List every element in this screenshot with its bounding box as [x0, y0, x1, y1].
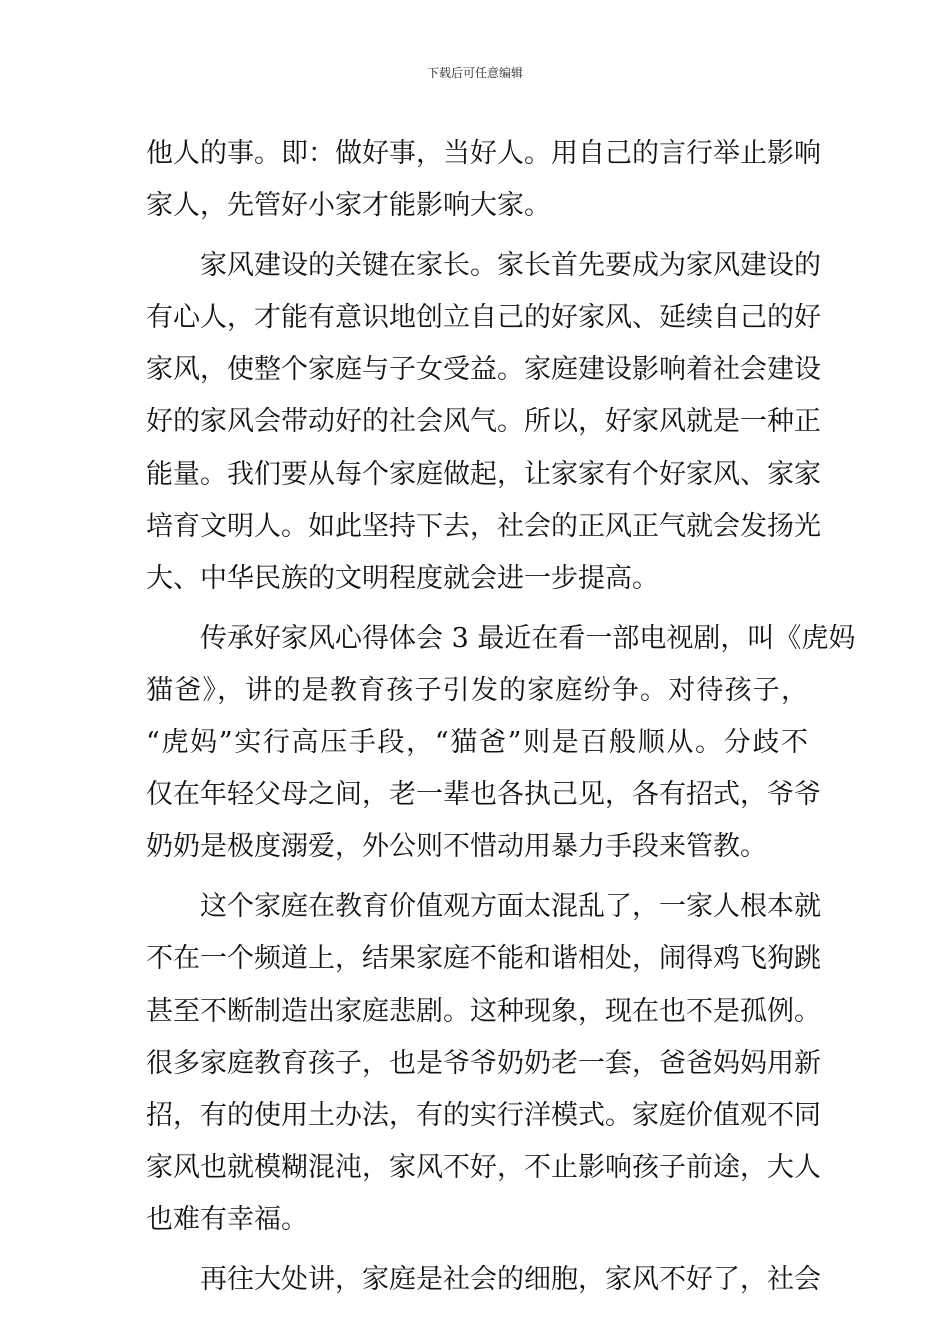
text-line: 猫爸》，讲的是教育孩子引发的家庭纷争。对待孩子，: [146, 674, 808, 706]
paragraph-1: [146, 128, 821, 232]
text-line: 招，有的使用土办法，有的实行洋模式。家庭价值观不同: [146, 1099, 821, 1131]
text-line: 培育文明人。如此坚持下去，社会的正风正气就会发扬光: [146, 510, 821, 542]
text-line: 奶奶是极度溺爱，外公则不惜动用暴力手段来管教。: [146, 831, 767, 863]
text-line: 传承好家风心得体会 3 最近在看一部电视剧，叫《虎妈: [200, 622, 856, 654]
text-line: 也难有幸福。: [146, 1203, 308, 1235]
text-line: 不在一个频道上，结果家庭不能和谐相处，闹得鸡飞狗跳: [146, 943, 821, 975]
paragraph-5: [146, 1254, 821, 1306]
paragraph-4: [146, 881, 821, 1246]
document-body: [146, 128, 856, 1306]
text-line: 家风也就模糊混沌，家风不好，不止影响孩子前途，大人: [146, 1151, 821, 1183]
text-line: 甚至不断制造出家庭悲剧。这种现象，现在也不是孤例。: [146, 995, 821, 1027]
text-line: 有心人，才能有意识地创立自己的好家风、延续自己的好: [146, 302, 821, 334]
paragraph-2: [146, 240, 821, 605]
text-line: 家风，使整个家庭与子女受益。家庭建设影响着社会建设: [146, 354, 821, 386]
text-line: 仅在年轻父母之间，老一辈也各执己见，各有招式，爷爷: [146, 779, 821, 811]
text-line: “虎妈”实行高压手段，“猫爸”则是百般顺从。分歧不: [146, 727, 808, 759]
text-line: 家风建设的关键在家长。家长首先要成为家风建设的: [200, 250, 821, 282]
text-line: 家人，先管好小家才能影响大家。: [146, 190, 551, 222]
text-line: 好的家风会带动好的社会风气。所以，好家风就是一种正: [146, 406, 821, 438]
text-line: 他人的事。即：做好事，当好人。用自己的言行举止影响: [146, 138, 821, 169]
text-line: 再往大处讲，家庭是社会的细胞，家风不好了，社会: [200, 1263, 821, 1295]
page-header: 下载后可任意编辑: [426, 66, 523, 80]
text-line: 大、中华民族的文明程度就会进一步提高。: [146, 562, 659, 594]
text-line: 能量。我们要从每个家庭做起，让家家有个好家风、家家: [146, 458, 821, 490]
paragraph-3: [146, 613, 856, 873]
text-line: 这个家庭在教育价值观方面太混乱了，一家人根本就: [200, 891, 821, 923]
text-line: 很多家庭教育孩子，也是爷爷奶奶老一套，爸爸妈妈用新: [146, 1047, 821, 1079]
